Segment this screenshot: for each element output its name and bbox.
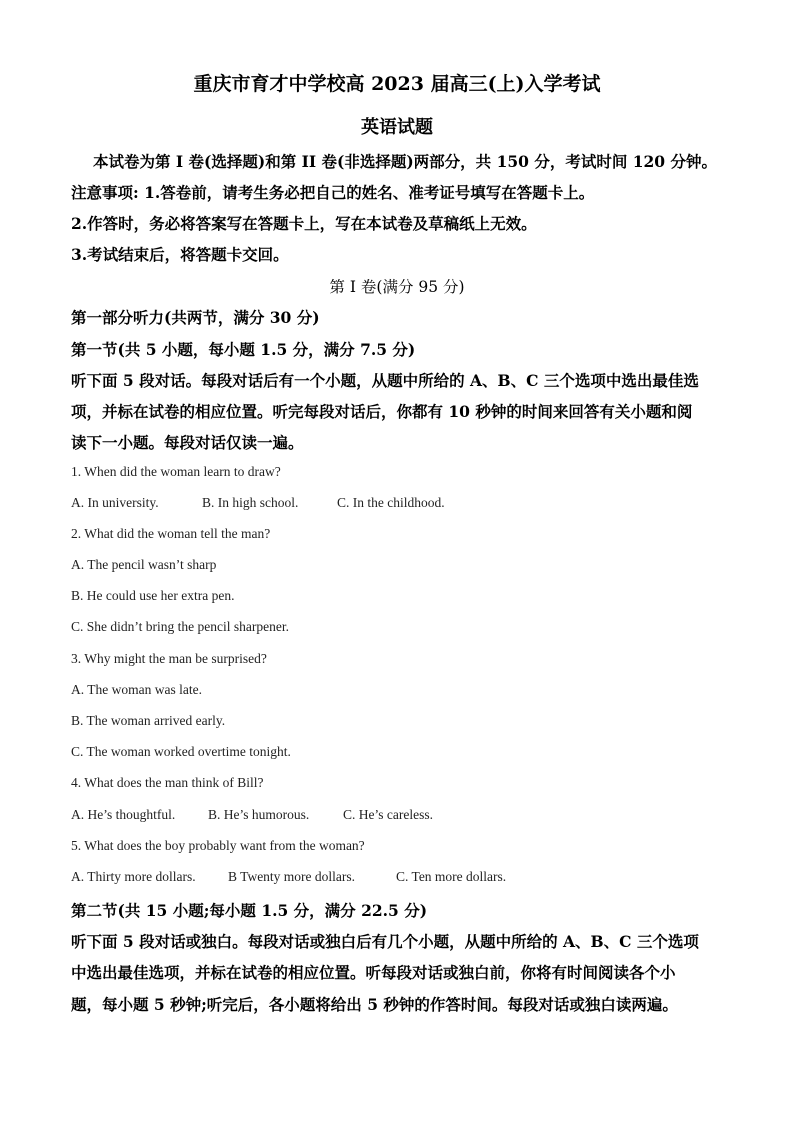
intro-line: 本试卷为第 I 卷(选择题)和第 II 卷(非选择题)两部分，共 150 分，考试时间 120 分钟。 — [93, 152, 717, 171]
question-4-option-b: B. He’s humorous. — [208, 807, 310, 822]
question-4-stem: 4. What does the man think of Bill? — [71, 775, 264, 790]
question-4-option-c: C. He’s careless. — [343, 807, 433, 822]
question-1-option-b: B. In high school. — [202, 495, 299, 510]
question-4-option-a: A. He’s thoughtful. — [71, 807, 176, 822]
question-5-option-b: B Twenty more dollars. — [228, 869, 356, 884]
question-2-option-b: B. He could use her extra pen. — [71, 588, 235, 603]
notice-line-1: 注意事项: 1.答卷前，请考生务必把自己的姓名、准考证号填写在答题卡上。 — [71, 183, 595, 202]
section1-instruction-line: 项，并标在试卷的相应位置。听完每段对话后，你都有 10 秒钟的时间来回答有关小题和阅 — [71, 402, 693, 421]
section2-instruction-line: 中选出最佳选项，并标在试卷的相应位置。听每段对话或独白前，你将有时间阅读各个小 — [71, 963, 676, 982]
question-2-option-c: C. She didn’t bring the pencil sharpener. — [71, 619, 289, 634]
notice-line-2: 2.作答时，务必将答案写在答题卡上，写在本试卷及草稿纸上无效。 — [71, 214, 537, 233]
section2-instruction-line: 听下面 5 段对话或独白。每段对话或独白后有几个小题，从题中所给的 A、B、C 三个选项 — [71, 932, 699, 951]
question-1-option-a: A. In university. — [71, 495, 159, 510]
question-1-option-c: C. In the childhood. — [337, 495, 445, 510]
notice-line-3: 3.考试结束后，将答题卡交回。 — [71, 245, 289, 264]
question-2-stem: 2. What did the woman tell the man? — [71, 526, 271, 541]
volume-title: 第 I 卷(满分 95 分) — [329, 278, 465, 296]
exam-subtitle: 英语试题 — [361, 117, 433, 138]
section2-instruction-line: 题，每小题 5 秒钟;听完后，各小题将给出 5 秒钟的作答时间。每段对话或独白读两遍。 — [71, 995, 678, 1014]
question-3-option-a: A. The woman was late. — [71, 682, 202, 697]
question-5-option-a: A. Thirty more dollars. — [71, 869, 196, 884]
section1-instruction-line: 读下一小题。每段对话仅读一遍。 — [71, 433, 304, 452]
question-1-stem: 1. When did the woman learn to draw? — [71, 464, 281, 479]
question-5-stem: 5. What does the boy probably want from the woman? — [71, 838, 365, 853]
exam-title: 重庆市育才中学校高 2023 届高三(上)入学考试 — [193, 73, 601, 95]
question-3-option-b: B. The woman arrived early. — [71, 713, 226, 728]
section1-instruction-line: 听下面 5 段对话。每段对话后有一个小题，从题中所给的 A、B、C 三个选项中选出最佳选 — [71, 371, 699, 390]
question-3-option-c: C. The woman worked overtime tonight. — [71, 744, 291, 759]
section1-title: 第一节(共 5 小题，每小题 1.5 分，满分 7.5 分) — [71, 340, 416, 359]
part1-title: 第一部分听力(共两节，满分 30 分) — [71, 308, 320, 327]
question-5-option-c: C. Ten more dollars. — [396, 869, 507, 884]
question-3-stem: 3. Why might the man be surprised? — [71, 651, 267, 666]
section2-title: 第二节(共 15 小题;每小题 1.5 分，满分 22.5 分) — [71, 901, 428, 920]
question-2-option-a: A. The pencil wasn’t sharp — [71, 557, 217, 572]
